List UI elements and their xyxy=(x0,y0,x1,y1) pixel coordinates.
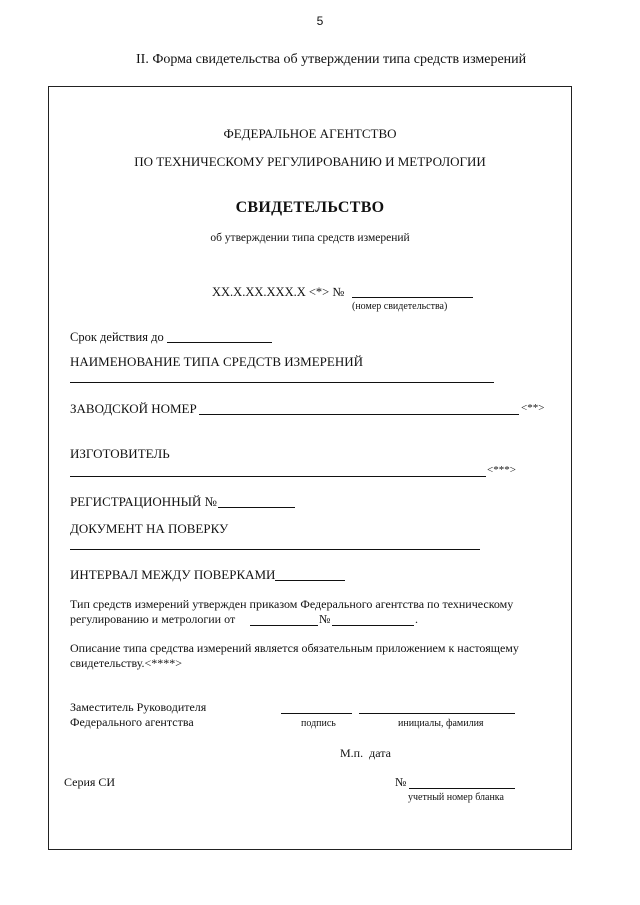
approval-date-blank xyxy=(250,625,318,626)
serial-number-blank xyxy=(199,414,519,415)
approval-number-sign: № xyxy=(319,612,331,626)
type-name-label: НАИМЕНОВАНИЕ ТИПА СРЕДСТВ ИЗМЕРЕНИЙ xyxy=(70,354,363,369)
name-caption: инициалы, фамилия xyxy=(398,718,484,729)
manufacturer-blank xyxy=(70,476,486,477)
approval-paragraph-line-2-start: регулированию и метрологии от xyxy=(70,612,236,626)
blank-number-blank xyxy=(409,788,515,789)
registration-label: РЕГИСТРАЦИОННЫЙ № xyxy=(70,494,217,509)
blank-number-caption: учетный номер бланка xyxy=(408,792,504,803)
validity-label: Срок действия до xyxy=(70,330,164,344)
blank-number-sign: № xyxy=(395,775,407,789)
certificate-number-prefix: XX.X.XX.XXX.X <*> № xyxy=(212,285,345,299)
signatory-position-line-2: Федерального агентства xyxy=(70,715,194,729)
stamp-date: М.п. дата xyxy=(340,746,391,760)
page-number: 5 xyxy=(316,14,324,28)
serial-number-label: ЗАВОДСКОЙ НОМЕР xyxy=(70,401,197,416)
verification-document-label: ДОКУМЕНТ НА ПОВЕРКУ xyxy=(70,521,229,536)
signature-caption: подпись xyxy=(301,718,336,729)
name-blank xyxy=(359,713,515,714)
certificate-title: СВИДЕТЕЛЬСТВО xyxy=(235,199,385,216)
certificate-number-caption: (номер свидетельства) xyxy=(352,301,448,312)
description-paragraph-line-2: свидетельству.<****> xyxy=(70,656,183,670)
manufacturer-note: <***> xyxy=(487,464,516,476)
serial-number-note: <**> xyxy=(521,402,545,414)
signature-blank xyxy=(281,713,352,714)
registration-blank xyxy=(218,507,295,508)
verification-interval-blank xyxy=(275,580,345,581)
signatory-position-line-1: Заместитель Руководителя xyxy=(70,700,207,714)
validity-blank xyxy=(167,342,272,343)
series-label: Серия СИ xyxy=(64,775,116,789)
approval-period: . xyxy=(415,612,418,626)
certificate-subtitle: об утверждении типа средств измерений xyxy=(210,232,410,244)
agency-line-1: ФЕДЕРАЛЬНОЕ АГЕНТСТВО xyxy=(223,126,397,141)
description-paragraph-line-1: Описание типа средства измерений является обязательным приложением к настоящему xyxy=(70,641,519,655)
section-heading: II. Форма свидетельства об утверждении типа средств измерений xyxy=(136,52,527,67)
approval-paragraph-line-1: Тип средств измерений утвержден приказом Федерального агентства по техническому xyxy=(70,597,514,611)
verification-interval-label: ИНТЕРВАЛ МЕЖДУ ПОВЕРКАМИ xyxy=(70,567,276,582)
manufacturer-label: ИЗГОТОВИТЕЛЬ xyxy=(70,446,170,461)
type-name-blank xyxy=(70,382,494,383)
certificate-number-blank xyxy=(352,297,473,298)
agency-line-2: ПО ТЕХНИЧЕСКОМУ РЕГУЛИРОВАНИЮ И МЕТРОЛОГИИ xyxy=(134,154,486,169)
approval-order-number-blank xyxy=(332,625,414,626)
verification-document-blank xyxy=(70,549,480,550)
